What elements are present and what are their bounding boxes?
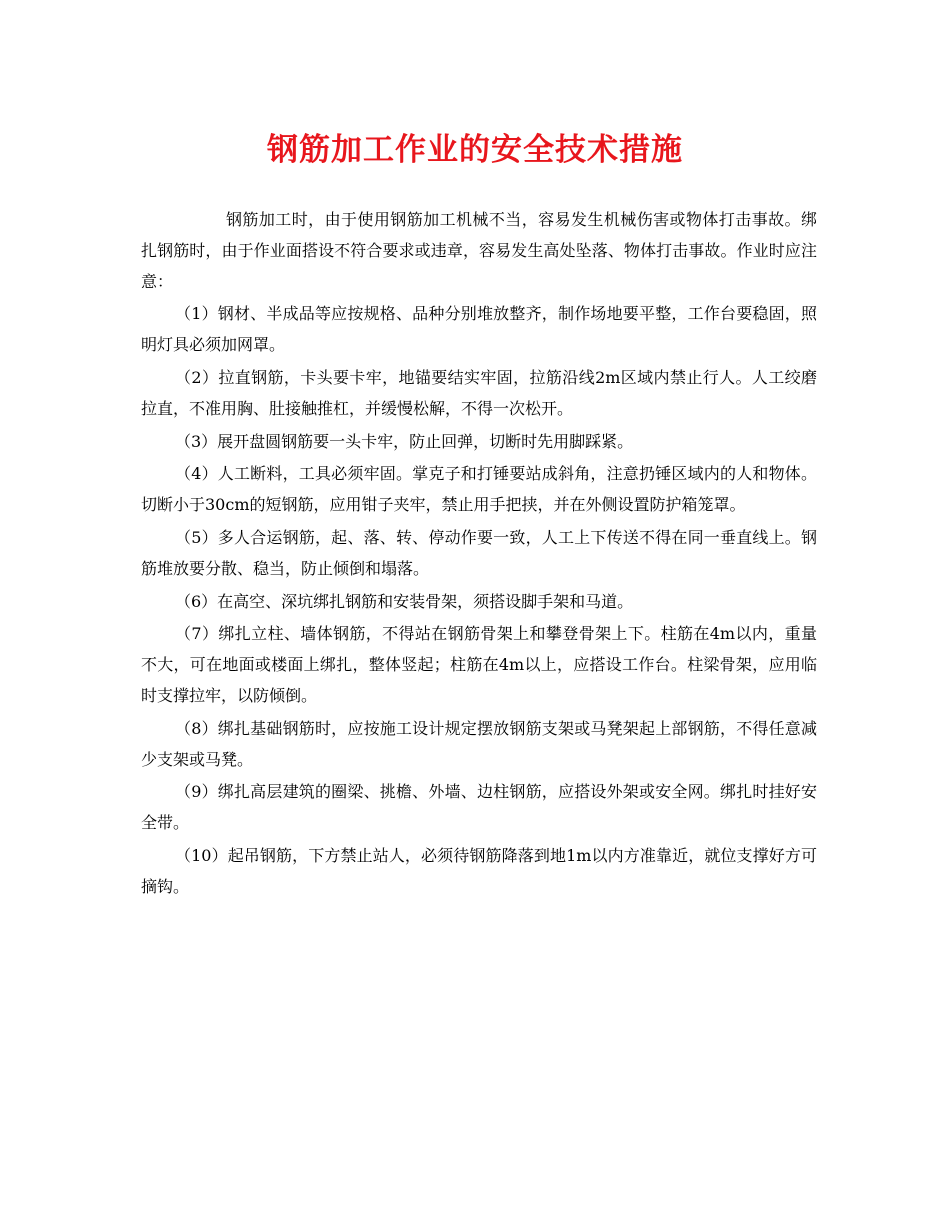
item-paragraph-5: （5）多人合运钢筋，起、落、转、停动作要一致，人工上下传送不得在同一垂直线上。钢筋堆放要分散、稳当，防止倾倒和塌落。 bbox=[141, 527, 817, 578]
item-paragraph-10: （10）起吊钢筋，下方禁止站人，必须待钢筋降落到地1m以内方准靠近，就位支撑好方可摘钩。 bbox=[141, 845, 817, 896]
item-paragraph-7: （7）绑扎立柱、墙体钢筋，不得站在钢筋骨架上和攀登骨架上下。柱筋在4m以内，重量不大，可在地面或楼面上绑扎，整体竖起；柱筋在4m以上，应搭设工作台。柱梁骨架，应用临时支撑拉牢，以防倾倒。 bbox=[141, 624, 817, 705]
item-paragraph-1: （1）钢材、半成品等应按规格、品种分别堆放整齐，制作场地要平整，工作台要稳固，照明灯具必须加网罩。 bbox=[141, 304, 817, 355]
document-body bbox=[141, 205, 817, 905]
intro-paragraph: 钢筋加工时，由于使用钢筋加工机械不当，容易发生机械伤害或物体打击事故。绑扎钢筋时，由于作业面搭设不符合要求或违章，容易发生高处坠落、物体打击事故。作业时应注意： bbox=[141, 210, 817, 291]
item-paragraph-4: （4）人工断料，工具必须牢固。掌克子和打锤要站成斜角，注意扔锤区域内的人和物体。切断小于30cm的短钢筋，应用钳子夹牢，禁止用手把挟，并在外侧设置防护箱笼罩。 bbox=[141, 464, 817, 515]
item-paragraph-9: （9）绑扎高层建筑的圈梁、挑檐、外墙、边柱钢筋，应搭设外架或安全网。绑扎时挂好安全带。 bbox=[141, 782, 817, 833]
item-paragraph-6: （6）在高空、深坑绑扎钢筋和安装骨架，须搭设脚手架和马道。 bbox=[175, 591, 634, 611]
item-paragraph-3: （3）展开盘圆钢筋要一头卡牢，防止回弹，切断时先用脚踩紧。 bbox=[175, 431, 634, 451]
item-paragraph-2: （2）拉直钢筋，卡头要卡牢，地锚要结实牢固，拉筋沿线2m区域内禁止行人。人工绞磨拉直，不准用胸、肚接触推杠，并缓慢松解，不得一次松开。 bbox=[141, 367, 817, 418]
item-paragraph-8: （8）绑扎基础钢筋时，应按施工设计规定摆放钢筋支架或马凳架起上部钢筋，不得任意减少支架或马凳。 bbox=[141, 718, 817, 769]
document-title: 钢筋加工作业的安全技术措施 bbox=[267, 132, 683, 168]
